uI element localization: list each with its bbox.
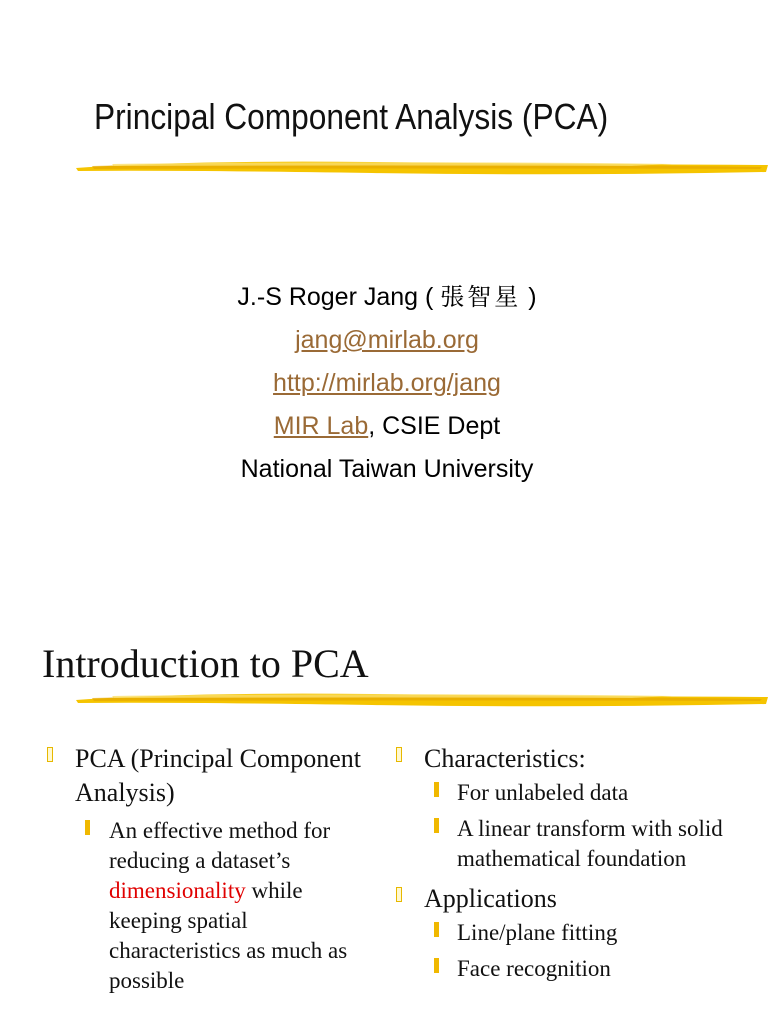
sub-bullet-linear-transform <box>391 814 731 874</box>
email-link[interactable]: jang@mirlab.org <box>295 326 479 354</box>
sub-bullet-unlabeled <box>391 778 731 808</box>
highlight-dimensionality: dimensionality <box>109 878 246 903</box>
sub-bullet-marker-icon <box>85 820 90 835</box>
bullet-applications <box>391 882 731 916</box>
sub-bullet-marker-icon <box>434 958 439 973</box>
right-column <box>391 742 731 984</box>
sub-bullet-method <box>42 816 372 996</box>
author-name: J.-S Roger Jang ( <box>237 283 434 311</box>
bullet-pca <box>42 742 372 810</box>
author-info <box>0 276 768 491</box>
bullet-text: Applications <box>424 884 557 913</box>
sub-bullet-text-1: An effective method for reducing a dataset’s <box>109 818 331 873</box>
bullet-marker-icon <box>47 747 53 762</box>
bullet-text: PCA (Principal Component Analysis) <box>75 744 361 807</box>
bullet-marker-icon <box>396 747 402 762</box>
bullet-characteristics <box>391 742 731 776</box>
sub-bullet-marker-icon <box>434 818 439 833</box>
sub-bullet-text: Line/plane fitting <box>457 920 618 945</box>
slide-title: Principal Component Analysis (PCA) <box>94 96 609 137</box>
left-column <box>42 742 372 996</box>
sub-bullet-marker-icon <box>434 782 439 797</box>
title-underline-stroke <box>72 156 768 180</box>
sub-bullet-text: Face recognition <box>457 956 611 981</box>
bullet-text: Characteristics: <box>424 744 586 773</box>
university: National Taiwan University <box>240 455 534 483</box>
slide-title: Introduction to PCA <box>42 641 369 686</box>
lab-link[interactable]: MIR Lab <box>273 412 369 440</box>
department: , CSIE Dept <box>368 412 501 440</box>
bullet-marker-icon <box>396 887 402 902</box>
intro-slide <box>0 512 768 1024</box>
author-name-chinese: 張智星 <box>440 283 522 311</box>
sub-bullet-marker-icon <box>434 922 439 937</box>
homepage-link[interactable]: http://mirlab.org/jang <box>273 369 501 397</box>
sub-bullet-text: A linear transform with solid mathematical foundation <box>457 816 723 871</box>
title-underline-stroke <box>72 688 768 712</box>
author-name-line <box>0 276 768 319</box>
sub-bullet-text-2: while keeping spatial characteristics as much as possible <box>109 878 348 993</box>
sub-bullet-text: For unlabeled data <box>457 780 629 805</box>
author-name-close: ) <box>528 283 537 311</box>
sub-bullet-line-fitting <box>391 918 731 948</box>
sub-bullet-face-recognition <box>391 954 731 984</box>
